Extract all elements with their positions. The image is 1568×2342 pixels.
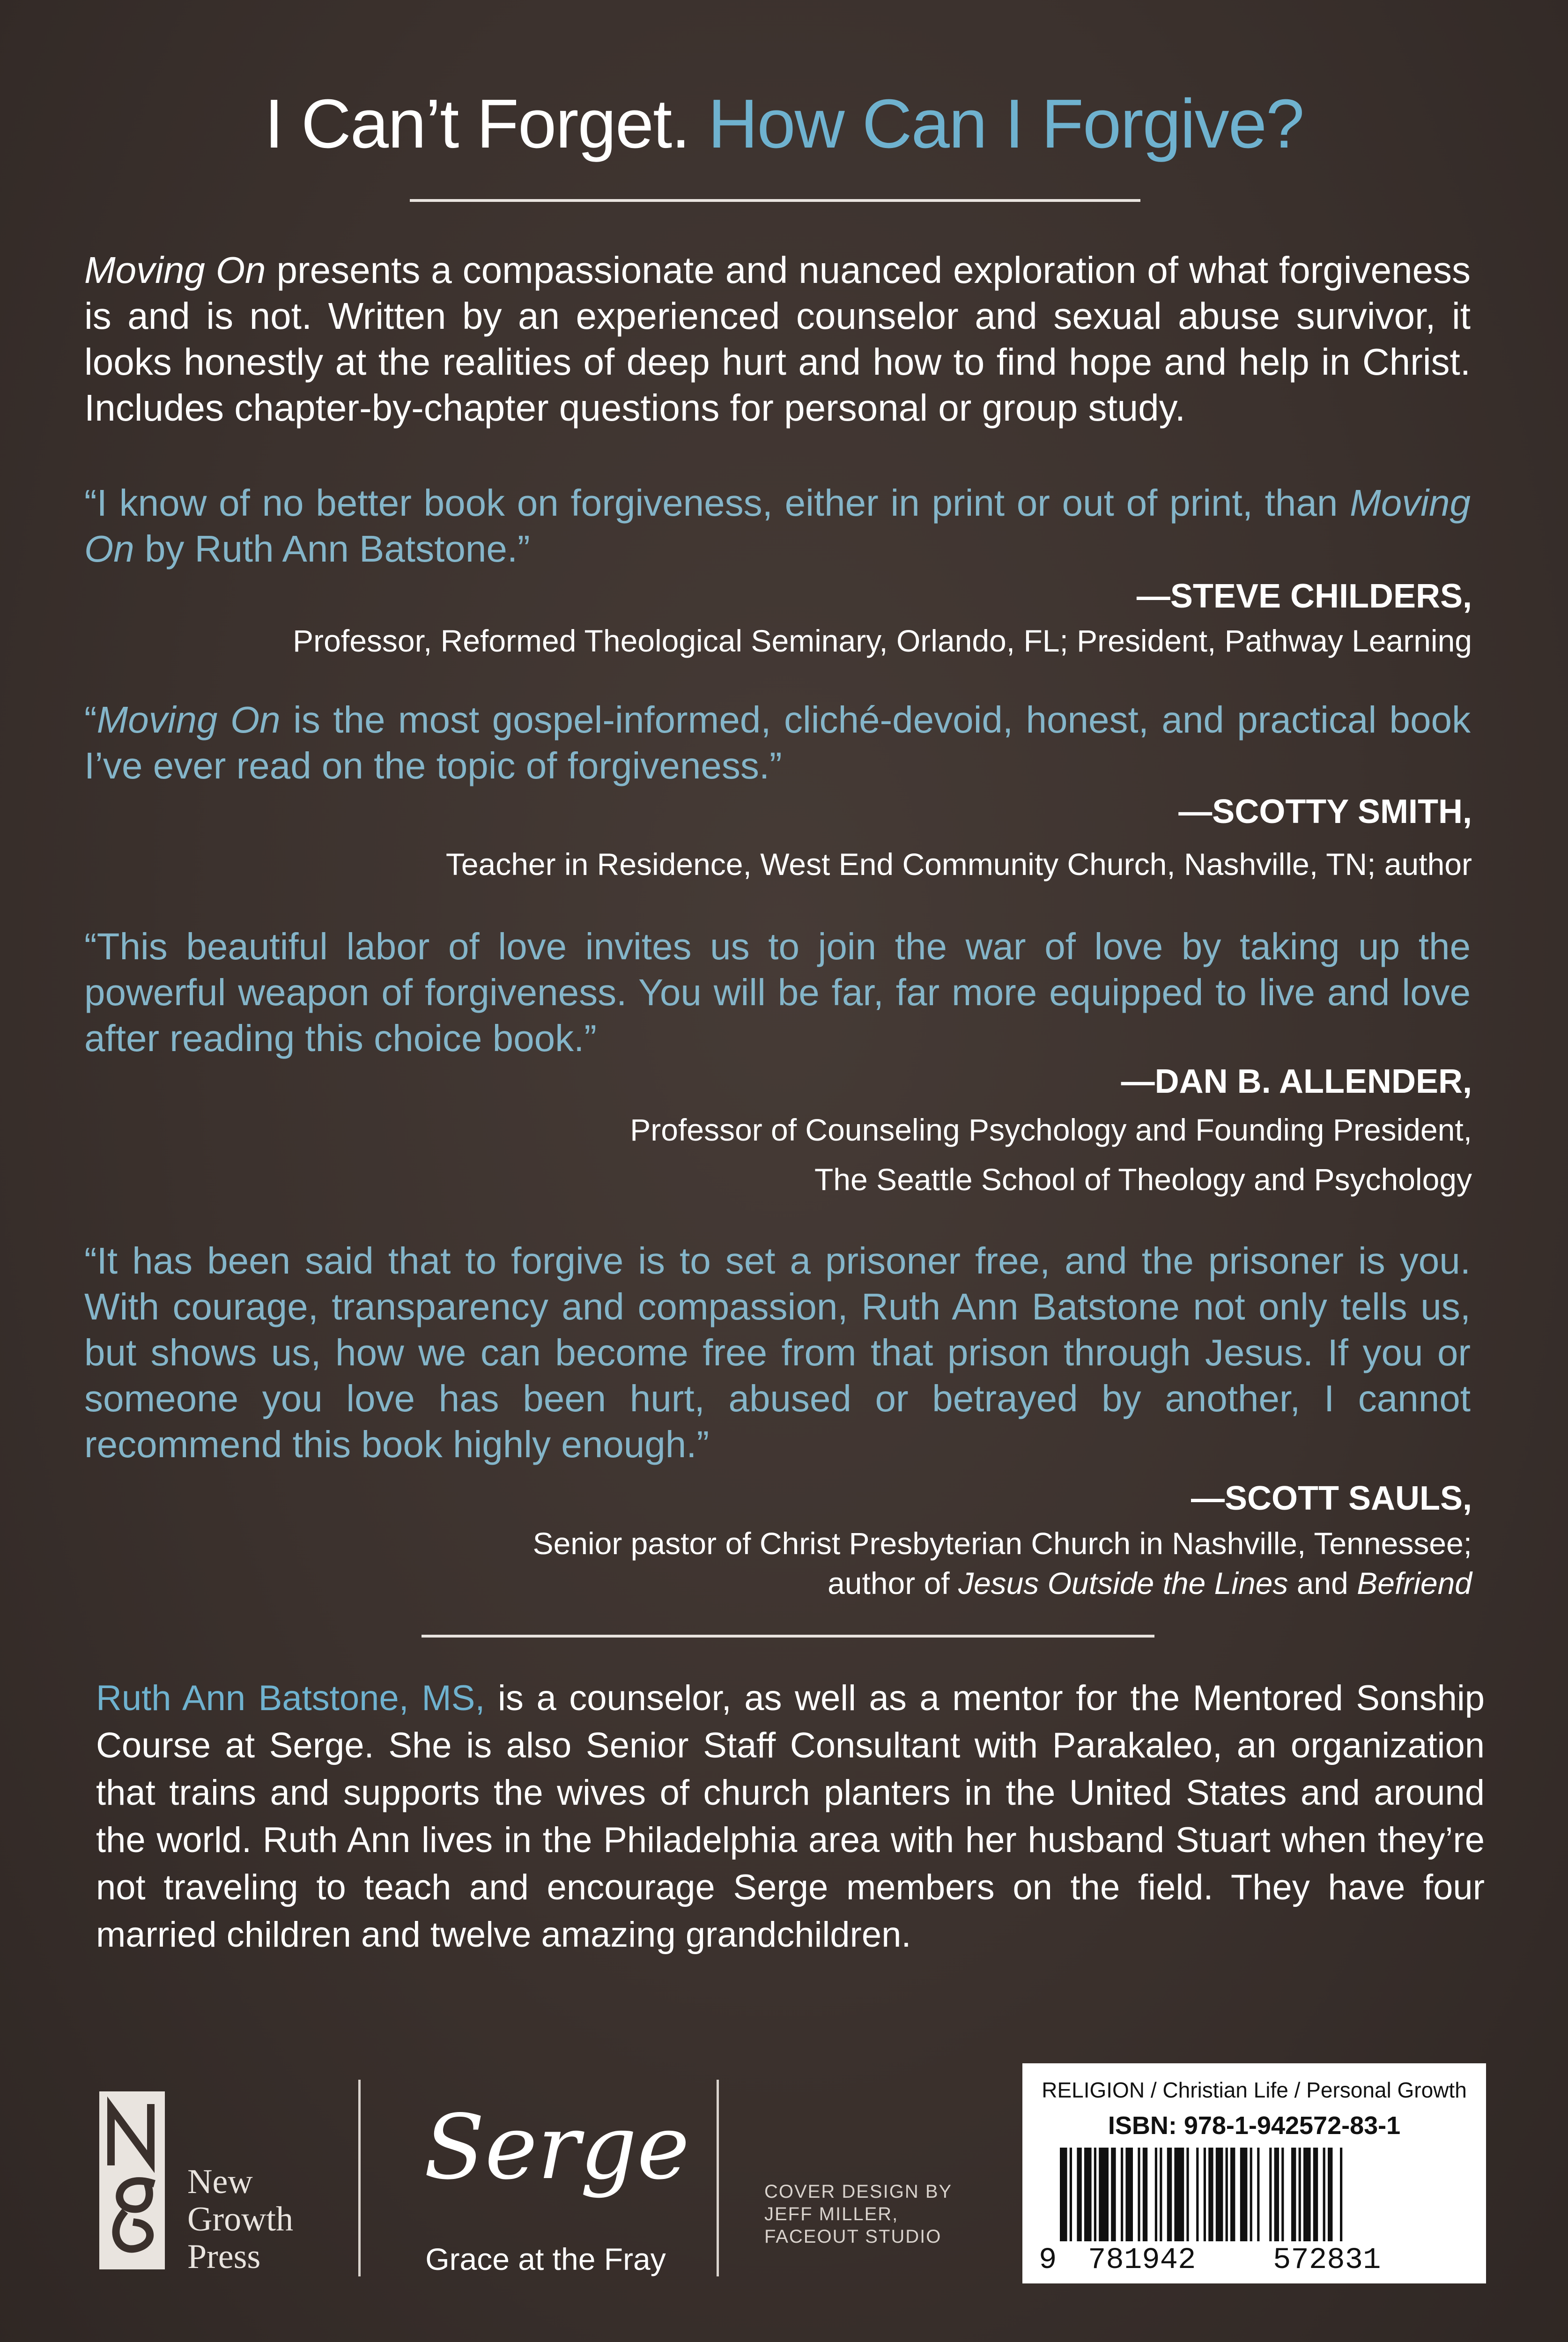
barcode-bar <box>1160 2148 1162 2241</box>
quote-text: “ <box>84 699 97 741</box>
barcode-bar <box>1240 2148 1248 2241</box>
new-growth-press-logo <box>99 2091 165 2269</box>
barcode-bar <box>1186 2148 1189 2241</box>
barcode-digit-group: 572831 <box>1273 2244 1381 2277</box>
serge-tagline: Grace at the Fray <box>425 2242 666 2276</box>
barcode-bar <box>1328 2148 1332 2241</box>
author-name: Ruth Ann Batstone <box>96 1678 399 1718</box>
publisher-name <box>187 2163 293 2275</box>
endorser-role: Professor, Reformed Theological Seminary, Orlando, FL; President, Pathway Learning <box>293 623 1472 658</box>
barcode-bars <box>1060 2148 1463 2241</box>
barcode-bar <box>1174 2148 1184 2241</box>
barcode-bar <box>1226 2148 1228 2241</box>
barcode-bar <box>1094 2148 1096 2241</box>
barcode-bar <box>1340 2148 1342 2241</box>
quote-text: “This beautiful labor of love invites us to join the war of love by taking up the powerful weapon of forgiveness. You will be far, far more equipped to live and love after reading this choice book.” <box>84 926 1471 1059</box>
cover-design-credit: COVER DESIGN BY JEFF MILLER, FACEOUT STUDIO <box>764 2181 953 2247</box>
endorser-role: The Seattle School of Theology and Psychology <box>814 1162 1472 1197</box>
role-book-title: Jesus Outside the Lines <box>958 1566 1288 1601</box>
barcode-bar <box>1138 2148 1140 2241</box>
barcode-bar <box>1143 2148 1147 2241</box>
barcode-bar <box>1299 2148 1301 2241</box>
barcode-bar <box>1099 2148 1109 2241</box>
endorser-role <box>828 1560 1472 1607</box>
quote-book-title: Moving On <box>84 482 1471 570</box>
endorser-name: —DAN B. ALLENDER, <box>1121 1063 1472 1100</box>
bisac-category: RELIGION / Christian Life / Personal Growth <box>1042 2078 1467 2102</box>
publisher-line: Growth <box>187 2200 294 2238</box>
endorser-name: —SCOTTY SMITH, <box>1178 793 1472 830</box>
endorsement-quote <box>84 924 1471 1061</box>
barcode-bar <box>1111 2148 1116 2241</box>
barcode-bar <box>1204 2148 1206 2241</box>
barcode-bar <box>1167 2148 1172 2241</box>
author-bio <box>96 1675 1485 1958</box>
barcode-bar <box>1070 2148 1072 2241</box>
barcode-bar <box>1269 2148 1272 2241</box>
top-divider <box>410 199 1140 202</box>
barcode-bar <box>1257 2148 1259 2241</box>
role-book-title: Befriend <box>1357 1566 1472 1601</box>
quote-text: by Ruth Ann Batstone.” <box>134 528 530 570</box>
serge-logo <box>419 2096 690 2206</box>
role-text: and <box>1288 1566 1357 1601</box>
barcode-bar <box>1060 2148 1067 2241</box>
barcode-bar <box>1155 2148 1157 2241</box>
barcode-bar <box>1121 2148 1123 2241</box>
logo-divider <box>717 2080 719 2276</box>
description-title: Moving On <box>84 249 266 291</box>
quote-text: is the most gospel-informed, cliché-devoid, honest, and practical book I’ve ever read on the topic of forgiveness.” <box>84 699 1471 786</box>
publisher-line: New <box>187 2163 253 2201</box>
endorser-role: Professor of Counseling Psychology and Founding President, <box>630 1112 1472 1147</box>
endorser-role: Senior pastor of Christ Presbyterian Church in Nashville, Tennessee; <box>533 1526 1472 1561</box>
isbn-barcode-box <box>1022 2063 1486 2283</box>
serge-logo-text: Serge <box>424 2096 690 2199</box>
description-text: presents a compassionate and nuanced exploration of what forgiveness is and is not. Written by an experienced counselor and sexual abuse survivor, it looks honestly at the realities of deep hurt and how to find hope and help in Christ. Includes chapter-by-chapter questions for personal or group study. <box>84 249 1471 429</box>
quote-text: “I know of no better book on forgiveness, either in print or out of print, than <box>84 482 1350 524</box>
barcode-bar <box>1303 2148 1311 2241</box>
quote-book-title: Moving On <box>96 699 281 741</box>
barcode-bar <box>1077 2148 1081 2241</box>
endorsement-quote <box>84 1238 1471 1467</box>
barcode-bar <box>1250 2148 1252 2241</box>
barcode-bar <box>1323 2148 1325 2241</box>
isbn-number: ISBN: 978-1-942572-83-1 <box>1108 2112 1401 2140</box>
barcode-bar <box>1084 2148 1092 2241</box>
endorser-name: —SCOTT SAULS, <box>1191 1480 1472 1517</box>
headline-part1: I Can’t Forget. <box>264 85 690 163</box>
role-text: author of <box>828 1566 958 1601</box>
headline-part2: How Can I Forgive? <box>708 85 1304 163</box>
logo-divider <box>358 2080 361 2276</box>
author-degree: , MS, <box>399 1678 485 1718</box>
barcode-bar <box>1208 2148 1213 2241</box>
barcode-bar <box>1216 2148 1223 2241</box>
barcode-digit-group: 781942 <box>1088 2244 1196 2277</box>
endorsement-quote <box>84 697 1471 789</box>
barcode-digit-group: 9 <box>1039 2244 1057 2277</box>
barcode-bar <box>1291 2148 1296 2241</box>
bio-text: is a counselor, as well as a mentor for the Mentored Sonship Course at Serge. She is also Senior Staff Consultant with Parakaleo, an organization that trains and supports the wives of church planters in the United States and around the world. Ruth Ann lives in the Philadelphia area with her husband Stuart when they’re not traveling to teach and encourage Serge members on the field. They have four married children and twelve amazing grandchildren. <box>96 1678 1485 1955</box>
headline <box>0 84 1568 164</box>
ngp-monogram-icon <box>99 2091 165 2269</box>
bottom-divider <box>422 1635 1154 1638</box>
quote-text: “It has been said that to forgive is to set a prisoner free, and the prisoner is you. With courage, transparency and compassion, Ruth Ann Batstone not only tells us, but shows us, how we can become free from that prison through Jesus. If you or someone you love has been hurt, abused or betrayed by another, I cannot recommend this book highly enough.” <box>84 1240 1471 1465</box>
book-description <box>84 247 1471 431</box>
barcode-bar <box>1281 2148 1284 2241</box>
barcode-bar <box>1230 2148 1235 2241</box>
endorsement-quote <box>84 480 1471 572</box>
endorser-name: —STEVE CHILDERS, <box>1136 578 1472 615</box>
barcode-bar <box>1196 2148 1198 2241</box>
endorser-role: Teacher in Residence, West End Community Church, Nashville, TN; author <box>445 847 1472 882</box>
barcode-bar <box>1125 2148 1133 2241</box>
barcode-bar <box>1313 2148 1318 2241</box>
barcode-bar <box>1274 2148 1279 2241</box>
publisher-line: Press <box>187 2238 261 2276</box>
